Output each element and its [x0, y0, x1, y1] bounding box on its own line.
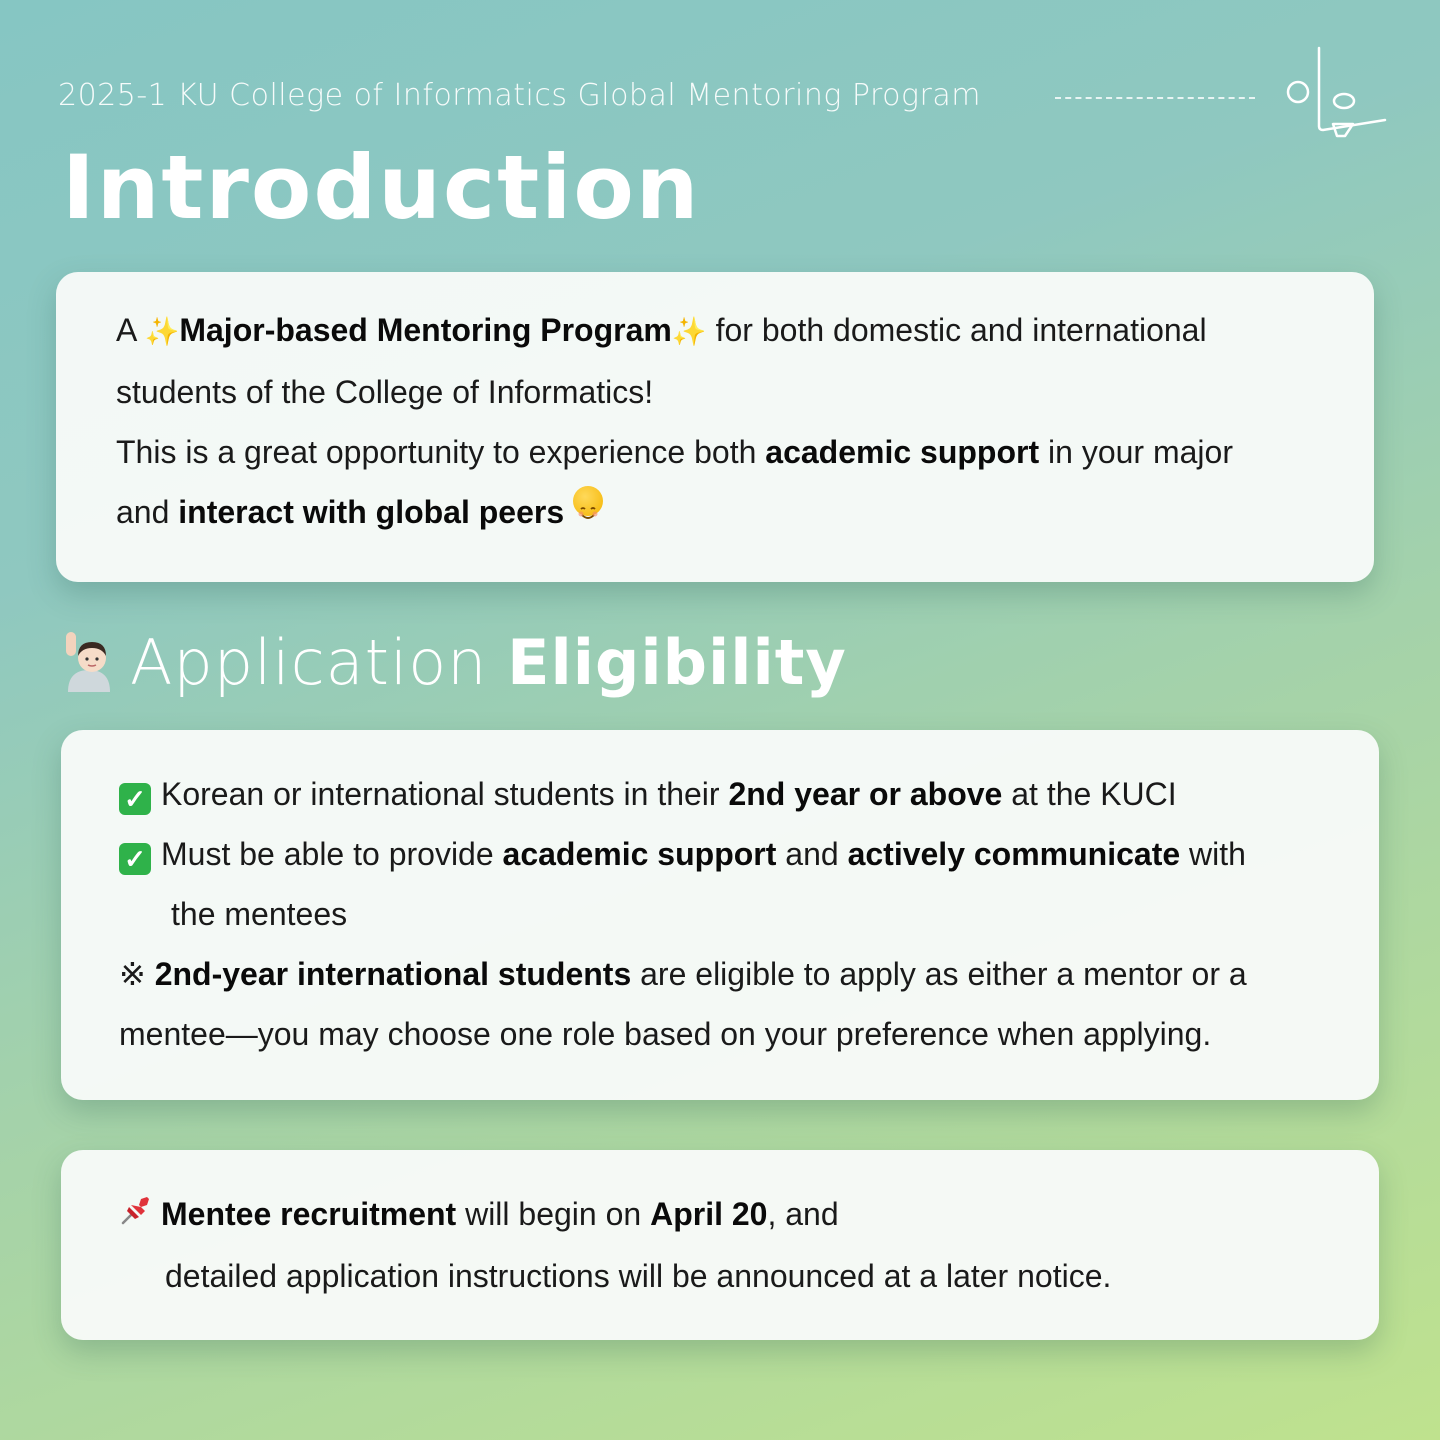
- eligibility-item: [119, 764, 1319, 824]
- smiling-face-icon: [573, 486, 603, 516]
- check-mark-icon: ✓: [119, 783, 151, 815]
- intro-text-part: A: [116, 312, 145, 348]
- eligibility-heading: [62, 626, 847, 707]
- eligibility-bold-text: actively communicate: [847, 836, 1181, 872]
- intro-text-part: students of the College of Informatics!: [116, 374, 654, 410]
- olo-logo-icon: [1283, 44, 1387, 145]
- intro-text-part: and: [116, 494, 179, 530]
- eligibility-bold-text: 2nd-year international students: [154, 956, 632, 992]
- eligibility-item: [119, 824, 1319, 944]
- header-divider: [1055, 97, 1255, 99]
- intro-program-name: Major-based Mentoring Program: [179, 312, 672, 348]
- eligibility-text: Must be able to provide: [161, 836, 503, 872]
- intro-text-part: [564, 494, 573, 530]
- eligibility-bold-text: 2nd year or above: [728, 776, 1003, 812]
- eligibility-text: Korean or international students in their: [161, 776, 729, 812]
- heading-light-text: Application: [130, 626, 488, 699]
- notice-bold-text: Mentee recruitment: [161, 1196, 457, 1232]
- person-raising-hand-icon: [62, 630, 116, 707]
- eligibility-text: at the KUCI: [1002, 776, 1177, 812]
- check-mark-icon: ✓: [119, 843, 151, 875]
- program-title: 2025-1 KU College of Informatics Global Mentoring Program: [58, 78, 981, 113]
- notice-text-part: detailed application instructions will be announced at a later notice.: [165, 1258, 1112, 1294]
- notice-text: [119, 1184, 1319, 1306]
- notice-text-part: will begin on: [456, 1196, 651, 1232]
- intro-text-part: for both domestic and international: [706, 312, 1207, 348]
- eligibility-bold-text: academic support: [502, 836, 777, 872]
- intro-text-part: in your major: [1039, 434, 1233, 470]
- pushpin-icon: [119, 1186, 153, 1246]
- page-title: Introduction: [62, 136, 701, 239]
- intro-bold-text: interact with global peers: [178, 494, 565, 530]
- notice-card: [61, 1150, 1379, 1340]
- intro-bold-text: academic support: [765, 434, 1040, 470]
- eligibility-card: [61, 730, 1379, 1100]
- notice-date: April 20: [650, 1196, 768, 1232]
- eligibility-text: are eligible to apply as either a mentor or a: [631, 956, 1247, 992]
- intro-text-part: This is a great opportunity to experience both: [116, 434, 766, 470]
- intro-text: [116, 300, 1314, 542]
- eligibility-note: [119, 944, 1319, 1064]
- heading-bold-text: Eligibility: [507, 626, 847, 699]
- eligibility-text: mentee—you may choose one role based on your preference when applying.: [119, 1016, 1212, 1052]
- eligibility-text: the mentees: [171, 896, 348, 932]
- eligibility-text: and: [776, 836, 848, 872]
- sparkles-icon: ✨: [671, 316, 707, 347]
- sparkles-icon: ✨: [144, 316, 180, 347]
- reference-mark-icon: ※: [119, 956, 146, 992]
- notice-text-part: , and: [767, 1196, 839, 1232]
- eligibility-text: with: [1180, 836, 1246, 872]
- intro-card: [56, 272, 1374, 582]
